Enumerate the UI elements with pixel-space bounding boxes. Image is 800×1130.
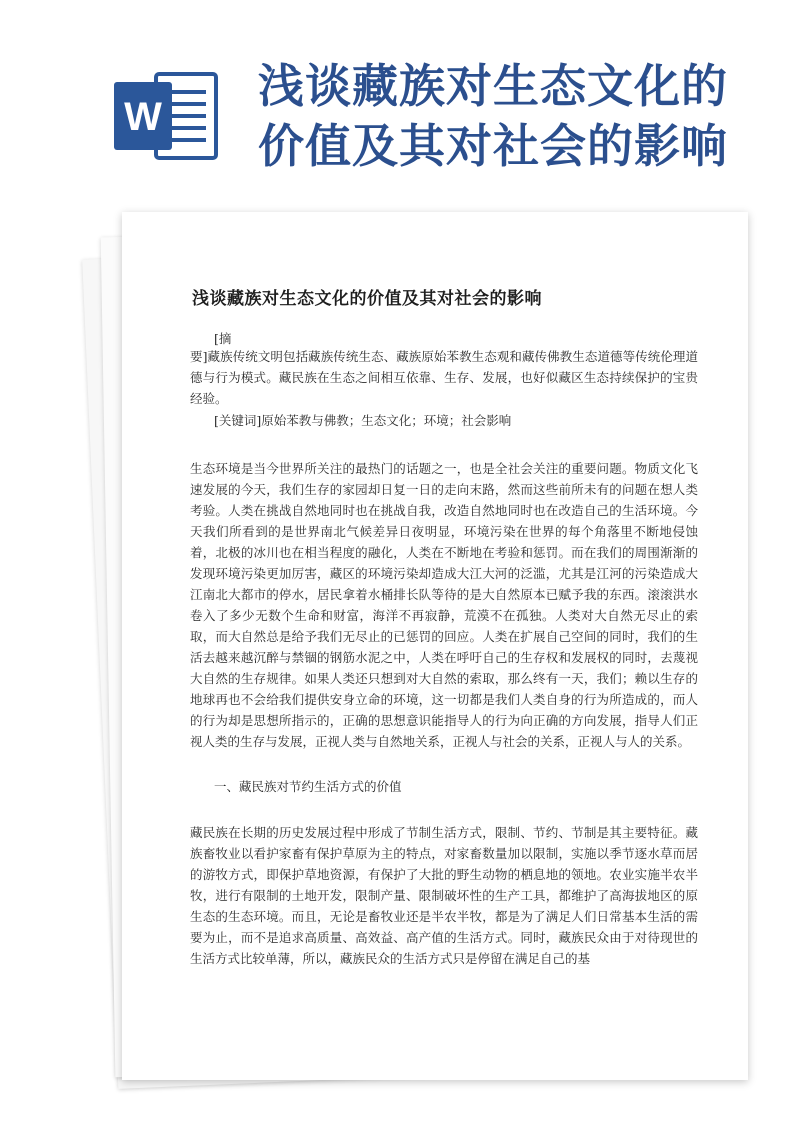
body-paragraph-2: 藏民族在长期的历史发展过程中形成了节制生活方式，限制、节约、节制是其主要特征。藏族畜牧业以看护家畜有保护草原为主的特点，对家畜数量加以限制，实施以季节逐水草而居的游牧方式，即保护草地资源，有保护了大批的野生动物的栖息地的领地。农业实施半农半牧，进行有限制的土地开发，限制产量、限制破坏性的生产工具，都维护了高海拔地区的原生态的生态环境。而且，无论是畜牧业还是半农半牧，都是为了满足人们日常基本生活的需要为止，而不是追求高质量、高效益、高产值的生活方式。同时，藏族民众由于对待现世的生活方式比较单薄，所以，藏族民众的生活方式只是停留在满足自己的基 [190, 825, 698, 966]
word-doc-icon [112, 68, 220, 164]
header-banner [0, 0, 800, 200]
banner-title [258, 56, 778, 176]
word-icon-letter: W [124, 95, 162, 139]
section-heading: 一、藏民族对节约生活方式的价值 [214, 779, 402, 794]
body-paragraph-1: 生态环境是当今世界所关注的最热门的话题之一，也是全社会关注的重要问题。物质文化飞速发展的今天，我们生存的家园却日复一日的走向末路，然而这些前所未有的问题在想人类考验。人类在挑战自然地同时也在挑战自我，改造自然地同时也在改造自己的生活环境。今天我们所看到的是世界南北气候差异日夜明显，环境污染在世界的每个角落里不断地侵蚀着，北极的冰川也在相当程度的融化，人类在不断地在考验和惩罚。而在我们的周围渐渐的发现环境污染更加厉害，藏区的环境污染却造成大江大河的泛滥，尤其是江河的污染造成大江南北大都市的停水，居民拿着水桶排长队等待的是大自然原本已赋予我的东西。滚滚洪水卷入了多少无数个生命和财富，海洋不再寂静，荒漠不在孤独。人类对大自然无尽止的索取，而大自然总是给予我们无尽止的已惩罚的回应。人类在扩展自己空间的同时，我们的生活去越来越沉醉与禁锢的钢筋水泥之中，人类在呼吁自己的生存权和发展权的同时，去蔑视大自然的生存规律。如果人类还只想到对大自然的索取，那么终有一天，我们；赖以生存的地球再也不会给我们提供安身立命的环境，这一切都是我们人类自身的行为所造成的，而人的行为却是思想所指示的，正确的思想意识能指导人的行为向正确的方向发展，指导人们正视人类的生存与发展，正视人类与自然地关系，正视人与社会的关系，正视人与人的关系。 [190, 461, 698, 749]
abstract-body: 要]藏族传统文明包括藏族传统生态、藏族原始苯教生态观和藏传佛教生态道德等传统伦理道德与行为模式。藏民族在生态之间相互依靠、生存、发展，也好似藏区生态持续保护的宝贵经验。 [190, 349, 698, 406]
banner-title-line1: 浅谈藏族对生态文化的 [258, 59, 728, 113]
document-title: 浅谈藏族对生态文化的价值及其对社会的影响 [192, 289, 542, 309]
document-page [122, 212, 748, 1080]
abstract-label: [摘 [214, 331, 232, 346]
banner-title-line2: 价值及其对社会的影响 [258, 119, 728, 173]
keywords-line: [关键词]原始苯教与佛教；生态文化；环境；社会影响 [214, 413, 512, 428]
